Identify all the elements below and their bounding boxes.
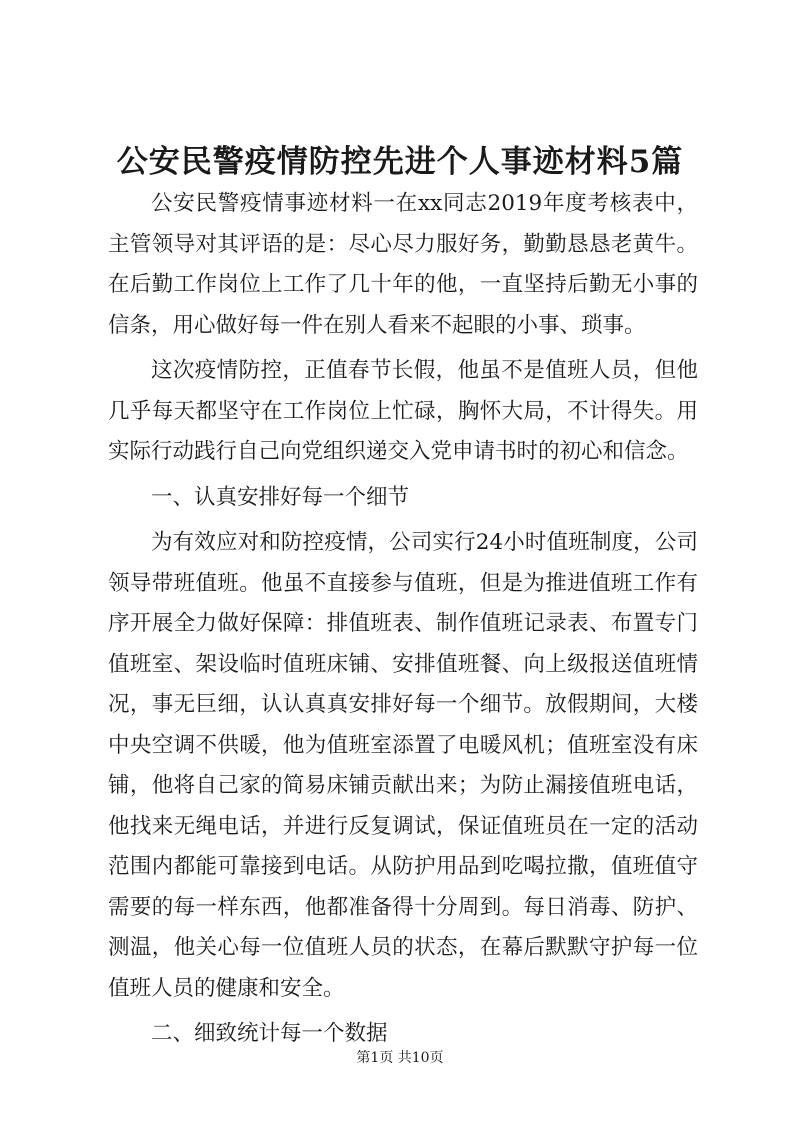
section-heading-2: 二、细致统计每一个数据 xyxy=(151,1021,388,1046)
page-footer: 第1页 共10页 xyxy=(356,1050,444,1066)
document-body xyxy=(108,184,698,1060)
section-heading-1: 一、认真安排好每一个细节 xyxy=(151,484,410,510)
paragraph-epidemic: 这次疫情防控，正值春节长假，他虽不是值班人员，但他几乎每天都坚守在工作岗位上忙碌，胸怀大局，不计得失。用实际行动践行自己向党组织递交入党申请书时的初心和信念。 xyxy=(108,358,698,464)
paragraph-intro: 公安民警疫情事迹材料一在xx同志2019年度考核表中，主管领导对其评语的是：尽心尽力服好务，勤勤恳恳老黄牛。在后勤工作岗位上工作了几十年的他，一直坚持后勤无小事的信条，用心做好每一件在别人看来不起眼的小事、琐事。 xyxy=(108,191,698,338)
paragraph-duty-arrangement: 为有效应对和防控疫情，公司实行24小时值班制度，公司领导带班值班。他虽不直接参与值班，但是为推进值班工作有序开展全力做好保障：排值班表、制作值班记录表、布置专门值班室、架设临时值班床铺、安排值班餐、向上级报送值班情况，事无巨细，认认真真安排好每一个细节。放假期间，大楼中央空调不供暖，他为值班室添置了电暖风机；值班室没有床铺，他将自己家的简易床铺贡献出来；为防止漏接值班电话，他找来无绳电话，并进行反复调试，保证值班员在一定的活动范围内都能可靠接到电话。从防护用品到吃喝拉撒，值班值守需要的每一样东西，他都准备得十分周到。每日消毒、防护、测温，他关心每一位值班人员的状态，在幕后默默守护每一位值班人员的健康和安全。 xyxy=(108,530,698,1001)
page-title: 公安民警疫情防控先进个人事迹材料5篇 xyxy=(116,144,684,180)
